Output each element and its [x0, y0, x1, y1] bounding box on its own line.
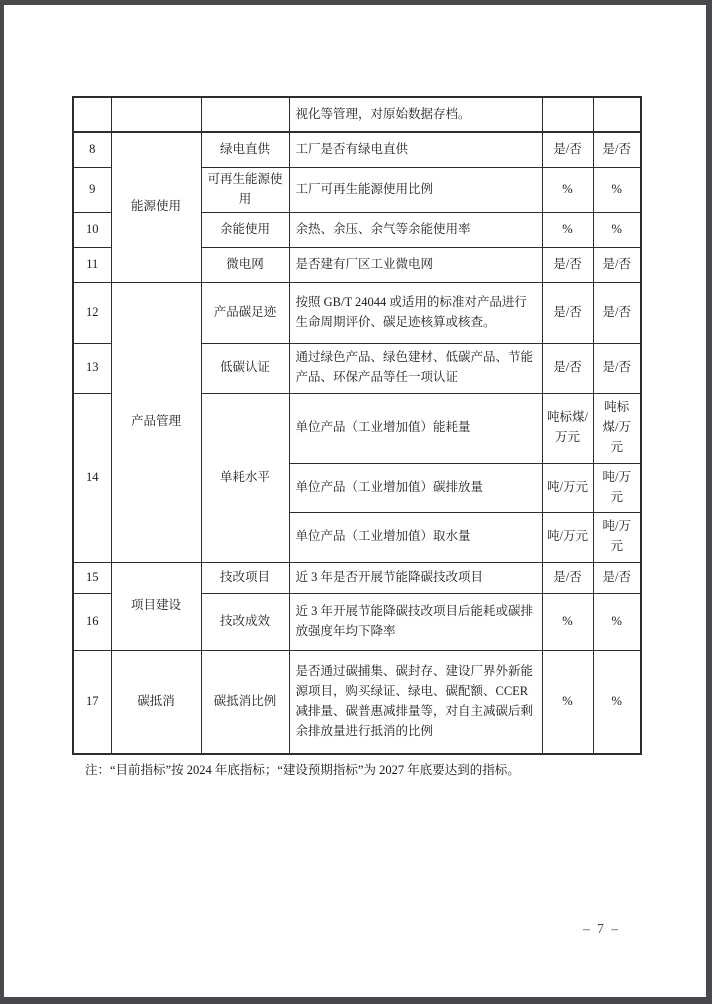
- cell-current-value: %: [542, 167, 593, 212]
- cell-current-value: 是/否: [542, 247, 593, 282]
- cell-current-value: %: [542, 593, 593, 650]
- cell-current-value: 吨标煤/万元: [542, 393, 593, 463]
- table-footnote: 注：“目前指标”按 2024 年底指标；“建设预期指标”为 2027 年底要达到的指标。: [85, 763, 520, 777]
- cell-current-value: [542, 97, 593, 132]
- cell-indicator: 单耗水平: [201, 393, 289, 562]
- cell-indicator: 技改成效: [201, 593, 289, 650]
- cell-no: 17: [73, 650, 111, 754]
- cell-target-value: %: [593, 212, 641, 247]
- table-row-12: [73, 282, 641, 343]
- cell-current-value: 是/否: [542, 343, 593, 393]
- cell-target-value: 是/否: [593, 343, 641, 393]
- cell-indicator: 绿电直供: [201, 132, 289, 167]
- cell-description: 工厂是否有绿电直供: [289, 132, 542, 167]
- cell-current-value: 吨/万元: [542, 463, 593, 512]
- cell-description: 通过绿色产品、绿色建材、低碳产品、节能产品、环保产品等任一项认证: [289, 343, 542, 393]
- cell-indicator: 余能使用: [201, 212, 289, 247]
- document-page: [4, 5, 706, 997]
- cell-current-value: 是/否: [542, 562, 593, 593]
- cell-category-carbon-offset: 碳抵消: [111, 650, 201, 754]
- page-number: – 7 –: [583, 921, 620, 936]
- cell-target-value: 吨/万元: [593, 463, 641, 512]
- cell-indicator: [201, 97, 289, 132]
- cell-target-value: 是/否: [593, 562, 641, 593]
- cell-target-value: 是/否: [593, 132, 641, 167]
- cell-indicator: 技改项目: [201, 562, 289, 593]
- cell-current-value: 是/否: [542, 282, 593, 343]
- cell-description: 近 3 年是否开展节能降碳技改项目: [289, 562, 542, 593]
- cell-indicator: 低碳认证: [201, 343, 289, 393]
- table-row-15: [73, 562, 641, 593]
- cell-no: 11: [73, 247, 111, 282]
- cell-target-value: %: [593, 650, 641, 754]
- cell-no: 10: [73, 212, 111, 247]
- cell-description: 是否建有厂区工业微电网: [289, 247, 542, 282]
- table-row-carryover: [73, 97, 641, 132]
- cell-no: 15: [73, 562, 111, 593]
- cell-description: 是否通过碳捕集、碳封存、建设厂界外新能源项目，购买绿证、绿电、碳配额、CCER 减排量、碳普惠减排量等，对自主减碳后剩余排放量进行抵消的比例: [289, 650, 542, 754]
- cell-current-value: 吨/万元: [542, 512, 593, 562]
- cell-no: [73, 97, 111, 132]
- cell-indicator: 可再生能源使用: [201, 167, 289, 212]
- cell-target-value: 是/否: [593, 247, 641, 282]
- cell-target-value: %: [593, 167, 641, 212]
- cell-indicator: 微电网: [201, 247, 289, 282]
- cell-no: 9: [73, 167, 111, 212]
- cell-current-value: %: [542, 650, 593, 754]
- indicator-table: [72, 96, 642, 755]
- cell-target-value: 是/否: [593, 282, 641, 343]
- cell-target-value: 吨/万元: [593, 512, 641, 562]
- cell-description: 单位产品（工业增加值）碳排放量: [289, 463, 542, 512]
- cell-description: 单位产品（工业增加值）能耗量: [289, 393, 542, 463]
- cell-description: 工厂可再生能源使用比例: [289, 167, 542, 212]
- cell-indicator: 碳抵消比例: [201, 650, 289, 754]
- cell-category-product-management: 产品管理: [111, 282, 201, 562]
- cell-target-value: 吨标煤/万元: [593, 393, 641, 463]
- cell-category: [111, 97, 201, 132]
- cell-description: 视化等管理，对原始数据存档。: [289, 97, 542, 132]
- cell-target-value: [593, 97, 641, 132]
- cell-description: 单位产品（工业增加值）取水量: [289, 512, 542, 562]
- cell-indicator: 产品碳足迹: [201, 282, 289, 343]
- table-row-17: [73, 650, 641, 754]
- cell-description: 按照 GB/T 24044 或适用的标准对产品进行生命周期评价、碳足迹核算或核查。: [289, 282, 542, 343]
- cell-current-value: 是/否: [542, 132, 593, 167]
- cell-category-project-construction: 项目建设: [111, 562, 201, 650]
- cell-category-energy-use: 能源使用: [111, 132, 201, 282]
- cell-description: 余热、余压、余气等余能使用率: [289, 212, 542, 247]
- cell-description: 近 3 年开展节能降碳技改项目后能耗或碳排放强度年均下降率: [289, 593, 542, 650]
- cell-no: 16: [73, 593, 111, 650]
- cell-no: 13: [73, 343, 111, 393]
- cell-no: 8: [73, 132, 111, 167]
- cell-no: 12: [73, 282, 111, 343]
- table-row-8: [73, 132, 641, 167]
- cell-current-value: %: [542, 212, 593, 247]
- cell-no: 14: [73, 393, 111, 562]
- cell-target-value: %: [593, 593, 641, 650]
